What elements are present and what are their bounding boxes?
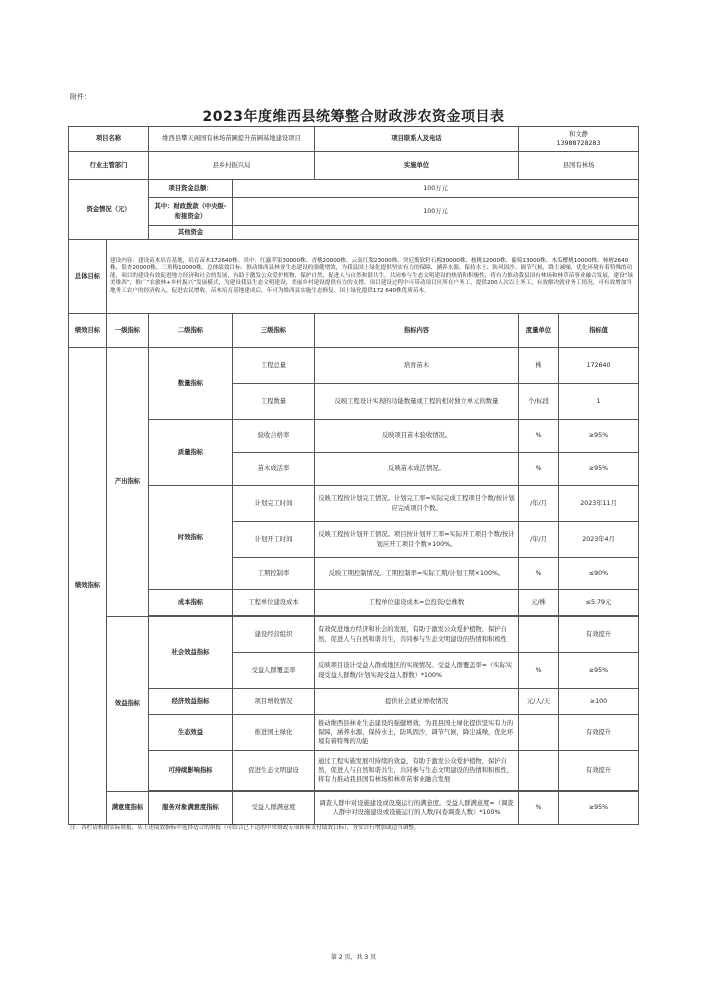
- indicator-name: 促进生态文明建设: [233, 751, 315, 791]
- header-goal: 绩效目标: [69, 314, 107, 348]
- funds-total-value: 100万元: [233, 180, 639, 198]
- indicator-value: ≤5.79元: [559, 590, 639, 616]
- header-value: 指标值: [559, 314, 639, 348]
- indicator-unit: %: [519, 792, 559, 825]
- contact-phone: 13988728283: [556, 140, 601, 147]
- indicator-content: 反映苗木成活情况。: [315, 453, 519, 486]
- page-title: 2023年度维西县统筹整合财政涉农资金项目表: [202, 109, 505, 125]
- header-content: 指标内容: [315, 314, 519, 348]
- indicator-content: 提供社会就业增收情况: [315, 689, 519, 715]
- indicator-value: ≥95%: [559, 792, 639, 825]
- project-name-label: 项目名称: [69, 127, 149, 152]
- contact-label: 项目联系人及电话: [315, 127, 519, 152]
- funds-total-label: 项目资金总额：: [149, 180, 233, 198]
- ecological-label: 生态效益: [149, 715, 233, 751]
- overall-label: 总体目标: [69, 240, 107, 314]
- indicator-value: ≥95%: [559, 420, 639, 453]
- table-row: [69, 420, 639, 453]
- indicator-unit: %: [519, 453, 559, 486]
- table-row: [69, 590, 639, 616]
- indicator-content: 工程单位建设成本=总投资/总株数: [315, 590, 519, 616]
- output-label: 产出指标: [107, 348, 149, 617]
- overall-text: 建设内容：建设苗木培育基地，培育苗木172640株。其中：红露苹果30000株、青桃20000株、云南红梨23000株、突尼斯软籽石榴30000株、核桃12000株、葡萄13000株、木瓜樱桃10000株、柿树2640株、银杏20000株、三角梅10000株。总体绩效目标：推动维西县林业生态建设的强健增效，为我县国土绿化提供坚实有力的保障，涵养水源、保持水土、防风固沙、调节气候，降尘减噪，优化环境有着特殊的功能，项目的建设有效促进地方经济和社会的发展，有助于激发公众爱护植物，保护自然，促进人与自然和谐共生，共同参与生态文明建设的热情和积极性，将有力推动我县国有林场和林草苗事业融合发展，建设“绿美维西”，推广“农旅林+乡村振兴”发展模式，为建设我县生态文明建设，美丽乡村建设提供有力的支撑。项目建设过程中可带动项目区所在户务工，提供200人次以上务工，有效解决就业务工情况，可有效增加当地务工农户的经济收入，促进农民增收，苗木培育基地建成后，年可为维西县实施生态修复、国土绿化提供172 640株优质苗木。: [107, 240, 639, 314]
- table-row: [69, 486, 639, 522]
- row-funds-other: [69, 226, 639, 240]
- project-name-value: 维西县攀天阁国有林场苗圃提升苗圃基地建设项目: [149, 127, 315, 152]
- row-dept: [69, 152, 639, 180]
- row-table-headers: [69, 314, 639, 348]
- indicator-content: 培育苗木: [315, 348, 519, 384]
- sustainable-label: 可持续影响指标: [149, 751, 233, 791]
- indicator-value: 2023年11月: [559, 486, 639, 522]
- indicator-unit: /年/月: [519, 486, 559, 522]
- indicator-name: 受益人群覆盖率: [233, 653, 315, 689]
- table-row: [69, 348, 639, 384]
- quantity-label: 数量指标: [149, 348, 233, 420]
- indicator-name: 建设经营组织: [233, 617, 315, 653]
- funds-fiscal-value: 100万元: [233, 198, 639, 226]
- funds-label: 资金情况（元）: [69, 180, 149, 240]
- row-project-name: [69, 127, 639, 152]
- indicator-name: 受益人群满意度: [233, 792, 315, 825]
- indicator-value: 1: [559, 384, 639, 420]
- dept-value: 县乡村振兴局: [149, 152, 315, 180]
- indicator-unit: 株: [519, 348, 559, 384]
- indicator-value: ≥95%: [559, 653, 639, 689]
- indicator-content: 反映工程按计划完工情况。计划完工率=实际完成工程项目个数/按计划应完成项目个数。: [315, 486, 519, 522]
- indicator-unit: %: [519, 653, 559, 689]
- header-unit: 度量单位: [519, 314, 559, 348]
- indicator-value: ≥100: [559, 689, 639, 715]
- indicator-unit: /年/月: [519, 522, 559, 558]
- indicator-value: 有效提升: [559, 617, 639, 653]
- contact-name: 和文静: [569, 130, 588, 138]
- satisfaction-level2-label: 服务对象满意度指标: [149, 792, 233, 825]
- indicator-name: 验收合格率: [233, 420, 315, 453]
- indicator-name: 苗木成活率: [233, 453, 315, 486]
- row-funds-total: [69, 180, 639, 198]
- satisfaction-label: 满意度指标: [107, 792, 149, 825]
- economic-label: 经济效益指标: [149, 689, 233, 715]
- table-row: [69, 617, 639, 653]
- performance-label: 绩效指标: [69, 348, 107, 825]
- table-row: [69, 689, 639, 715]
- indicator-unit: 元/株: [519, 590, 559, 616]
- indicator-content: 推动维西县林业生态建设的强健增效，为我县国土绿化提供坚实有力的保障，涵养水源，保持水土，防风固沙，调节气候，降尘减噪，优化环境有着特殊的功能: [315, 715, 519, 751]
- timeliness-label: 时效指标: [149, 486, 233, 590]
- indicator-value: 有效提升: [559, 751, 639, 791]
- funds-other-value: [233, 226, 639, 240]
- impl-value: 县国有林场: [519, 152, 639, 180]
- funds-fiscal-label: 其中：财政拨款（中央级-衔接资金）: [149, 198, 233, 226]
- indicator-content: 反映工程设计实现的功能数量或工程的相对独立单元的数量: [315, 384, 519, 420]
- header-level3: 三级指标: [233, 314, 315, 348]
- indicator-unit: [519, 715, 559, 751]
- indicator-unit: 元/人/天: [519, 689, 559, 715]
- indicator-name: 工程单位建设成本: [233, 590, 315, 616]
- page-number: 第 2 页，共 3 页: [330, 954, 377, 961]
- indicator-name: 推进国土绿化: [233, 715, 315, 751]
- cost-label: 成本指标: [149, 590, 233, 616]
- indicator-unit: [519, 751, 559, 791]
- project-table: [68, 126, 639, 825]
- table-row: [69, 751, 639, 791]
- row-funds-fiscal: [69, 198, 639, 226]
- contact-value: [519, 127, 639, 152]
- table-row: [69, 715, 639, 751]
- indicator-content: 调查人群中对设施建设或设施运行的满意度。受益人群满意度=（调查人群中对设施建设或设施运行的人数/问卷调查人数）*100%: [315, 792, 519, 825]
- indicator-content: 通过工程实施发展可持续的效益，有助于激发公众爱护植物，保护自然，促进人与自然和谐共生，共同参与生态文明建设的热情和积极性，将有力推动我县国有林场和林草苗事业融合发展: [315, 751, 519, 791]
- indicator-content: 反映项目设计受益人群或地区的实现情况。受益人群覆盖率=（实际实现受益人群数/计划实现受益人群数）*100%: [315, 653, 519, 689]
- social-label: 社会效益指标: [149, 617, 233, 689]
- indicator-content: 反映项目苗木验收情况。: [315, 420, 519, 453]
- indicator-name: 项目增收情况: [233, 689, 315, 715]
- indicator-unit: %: [519, 420, 559, 453]
- indicator-name: 工期控制率: [233, 558, 315, 590]
- row-overall: [69, 240, 639, 314]
- indicator-value: 172640: [559, 348, 639, 384]
- header-level2: 二级指标: [149, 314, 233, 348]
- indicator-unit: 个/标段: [519, 384, 559, 420]
- indicator-name: 计划开工时间: [233, 522, 315, 558]
- indicator-unit: [519, 617, 559, 653]
- indicator-value: ≥95%: [559, 453, 639, 486]
- indicator-name: 工程总量: [233, 348, 315, 384]
- quality-label: 质量指标: [149, 420, 233, 486]
- indicator-unit: %: [519, 558, 559, 590]
- indicator-name: 工程数量: [233, 384, 315, 420]
- indicator-name: 计划完工时间: [233, 486, 315, 522]
- table-row: [69, 792, 639, 825]
- indicator-value: ≤90%: [559, 558, 639, 590]
- impl-label: 实施单位: [315, 152, 519, 180]
- header-level1: 一级指标: [107, 314, 149, 348]
- attachment-label: 附件：: [70, 93, 91, 101]
- indicator-value: 2023年4月: [559, 522, 639, 558]
- benefit-label: 效益指标: [107, 617, 149, 792]
- funds-other-label: 其他资金: [149, 226, 233, 240]
- dept-label: 行业主管部门: [69, 152, 149, 180]
- footnote: 注：各栏请根据实际填报，从上述绩效指标中选择适合的填报（可结合已下达的中央财政专项转移支付绩效目标），夯实自行增加或适当调整。: [70, 825, 420, 831]
- indicator-content: 反映工期控制情况。工期控制率=实际工期/计划工期×100%。: [315, 558, 519, 590]
- indicator-content: 有效促进地方经济和社会的发展，有助于激发公众爱护植物，保护自然，促进人与自然和谐共生，共同参与生态文明建设的热情和积极性: [315, 617, 519, 653]
- indicator-content: 反映工程按计划开工情况。项目按计划开工率=实际开工项目个数/按计划应开工项目个数×100%。: [315, 522, 519, 558]
- indicator-value: 有效提升: [559, 715, 639, 751]
